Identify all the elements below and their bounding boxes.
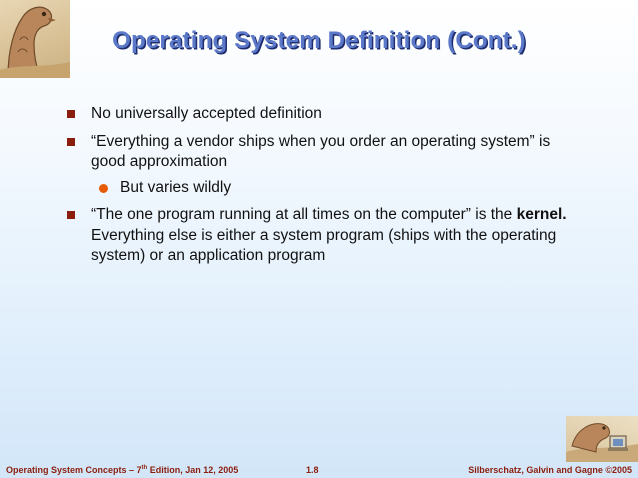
footer-book-title: [6, 465, 238, 475]
slide-body: [67, 104, 567, 274]
square-bullet-icon: [67, 211, 75, 219]
sub-bullet-text: But varies wildly: [120, 178, 232, 196]
bullet-text: “Everything a vendor ships when you order an operating system” is good approximation: [91, 132, 551, 170]
square-bullet-icon: [67, 110, 75, 118]
page-number: 1.8: [306, 465, 319, 475]
footer-edition-sup: th: [141, 465, 148, 471]
dinosaur-computer-logo-icon: [566, 416, 638, 462]
footer-authors: Silberschatz, Galvin and Gagne ©2005: [468, 465, 632, 475]
kernel-keyword: kernel.: [516, 206, 567, 223]
bullet-text-after: Everything else is either a system program (ships with the operating system) or an application program: [91, 226, 557, 264]
slide-title: Operating System Definition (Cont.): [112, 27, 526, 54]
list-item: [67, 132, 567, 173]
bullet-text-before: “The one program running at all times on the computer” is the: [91, 206, 517, 223]
slide-footer: [0, 462, 638, 478]
bullet-text: No universally accepted definition: [91, 105, 322, 122]
list-item: [67, 104, 567, 125]
sub-list-item: [67, 178, 567, 199]
list-item: [67, 205, 567, 267]
footer-book-title-suffix: Edition, Jan 12, 2005: [147, 465, 239, 475]
footer-book-title-prefix: Operating System Concepts – 7: [6, 465, 142, 475]
round-bullet-icon: [99, 184, 108, 193]
square-bullet-icon: [67, 138, 75, 146]
